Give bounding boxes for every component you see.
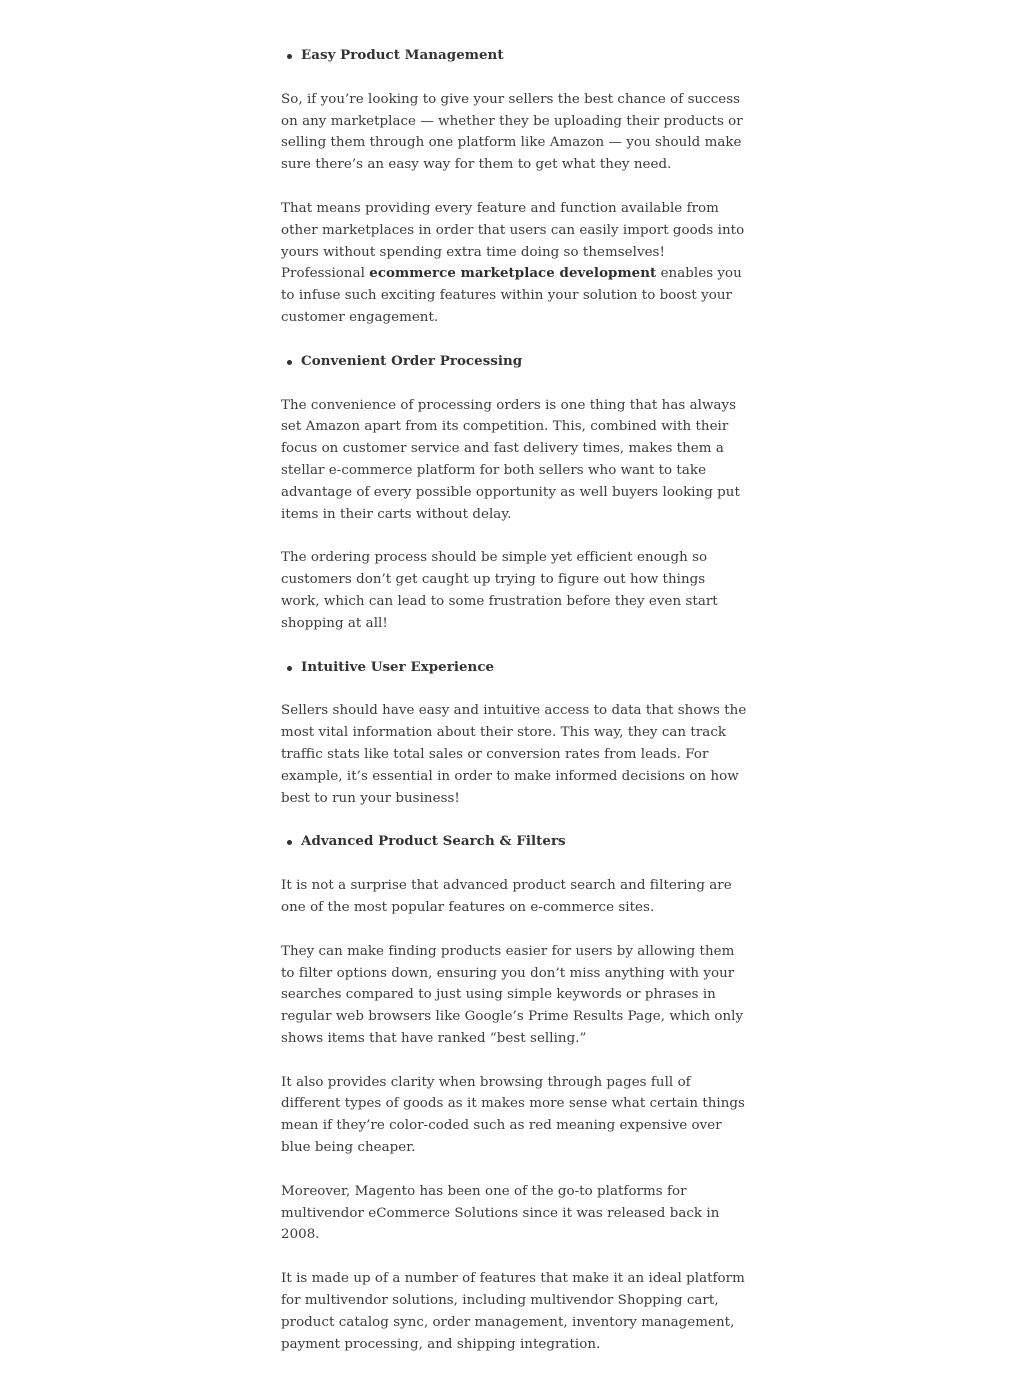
paragraph: The ordering process should be simple yet efficient enough so customers don’t get caught up trying to figure out how things work, which can lead to some frustration before they even start shopping at all!: [281, 550, 718, 631]
bullet-convenient-order-processing: [281, 351, 747, 373]
paragraph: It is not a surprise that advanced product search and filtering are one of the most popular features on e-commerce sites.: [281, 878, 732, 915]
paragraph: Moreover, Magento has been one of the go-to platforms for multivendor eCommerce Solutions since it was released back in 2008.: [281, 1183, 720, 1243]
bullet-easy-product-management: [281, 45, 747, 67]
document-body: [281, 45, 747, 1377]
paragraph: It also provides clarity when browsing through pages full of different types of goods as it makes more sense what certain things mean if they’re color-coded such as red meaning expensive over blue being cheaper.: [281, 1074, 745, 1156]
paragraph: The convenience of processing orders is one thing that has always set Amazon apart from its competition. This, combined with their focus on customer service and fast delivery times, makes them a stellar e-commerce platform for both sellers who want to take advantage of every possible opportunity as well buyers looking put items in their carts without delay.: [281, 397, 740, 522]
bullet-label: Intuitive User Experience: [301, 658, 495, 675]
paragraph: So, if you’re looking to give your sellers the best chance of success on any marketplace — whether they be uploading their products or selling them through one platform like Amazon — you should make sure there’s an easy way for them to get what they need.: [281, 91, 743, 173]
paragraph-text: That means providing every feature and function available from other marketplaces in order that users can easily import goods into yours without spending extra time doing so themselves! Professional: [281, 200, 745, 282]
bullet-dot-icon: [287, 840, 292, 845]
paragraph: They can make finding products easier for users by allowing them to filter options down, ensuring you don’t miss anything with your searches compared to just using simple keywords or phrases in regular web browsers like Google’s Prime Results Page, which only shows items that have ranked “best selling.”: [281, 943, 744, 1046]
paragraph: [281, 198, 747, 329]
bullet-label: Advanced Product Search & Filters: [301, 833, 566, 850]
paragraph-text: enables you to infuse such exciting features within your solution to boost your customer engagement.: [281, 266, 742, 325]
ecommerce-marketplace-development-link[interactable]: ecommerce marketplace development: [369, 265, 657, 282]
bullet-intuitive-user-experience: [281, 657, 747, 679]
bullet-label: Convenient Order Processing: [301, 352, 523, 369]
bullet-dot-icon: [287, 54, 292, 59]
bullet-dot-icon: [287, 666, 292, 671]
bullet-label: Easy Product Management: [301, 47, 504, 63]
bullet-advanced-product-search: [281, 831, 747, 853]
paragraph: It is made up of a number of features that make it an ideal platform for multivendor solutions, including multivendor Shopping cart, product catalog sync, order management, inventory management, payment processing, and shipping integration.: [281, 1271, 745, 1352]
paragraph: Sellers should have easy and intuitive access to data that shows the most vital information about their store. This way, they can track traffic stats like total sales or conversion rates from leads. For example, it’s essential in order to make informed decisions on how best to run your business!: [281, 703, 747, 806]
bullet-dot-icon: [287, 360, 292, 365]
